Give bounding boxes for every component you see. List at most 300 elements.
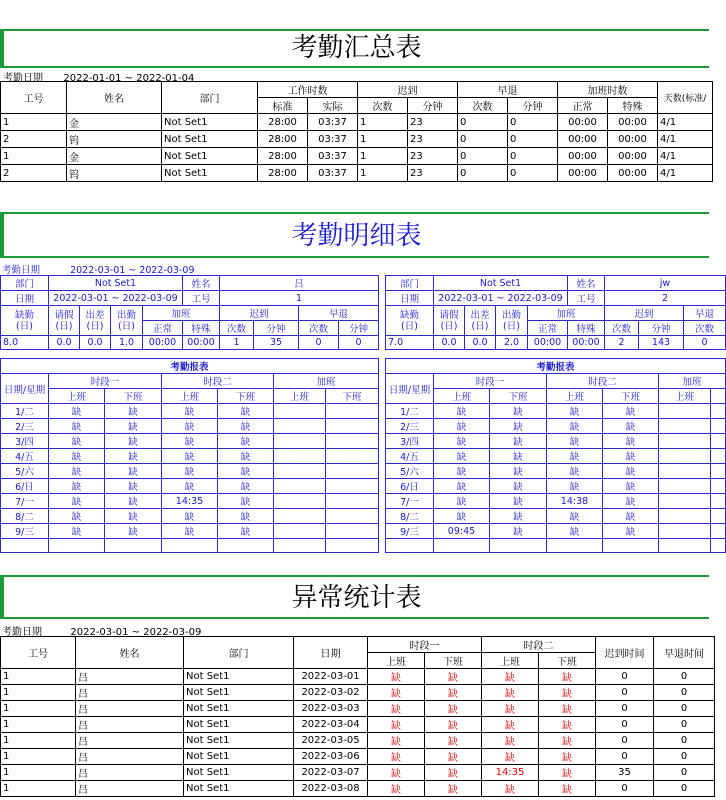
cell-late-times: 1 <box>358 114 408 131</box>
cell-s2-on: 缺 <box>482 749 539 765</box>
overtime-on <box>274 434 326 449</box>
cell-early-min: 0 <box>508 131 558 148</box>
stat-value: 35 <box>254 336 299 350</box>
punch-value: 缺 <box>603 494 659 509</box>
cell-dept: Not Set1 <box>162 165 258 182</box>
cell-late-time: 0 <box>596 781 654 797</box>
cell-s1-off: 缺 <box>425 765 482 781</box>
cell-early-min: 0 <box>508 148 558 165</box>
overtime-off <box>711 449 726 464</box>
punch-value: 缺 <box>434 404 490 419</box>
overtime-on <box>274 494 326 509</box>
col-emp-no: 工号 <box>1 637 76 669</box>
stat-value: 0.0 <box>434 336 465 350</box>
day-row <box>1 449 379 464</box>
cell-name: 吕 <box>76 717 184 733</box>
day-label: 8/二 <box>386 509 434 524</box>
punch-value: 缺 <box>490 404 547 419</box>
cell-late-time: 35 <box>596 765 654 781</box>
cell-days: 4/1 <box>658 148 713 165</box>
cell-name: 吕 <box>76 669 184 685</box>
stat-value: 00:00 <box>568 336 605 350</box>
label-minutes: 分钟 <box>639 321 684 336</box>
cell-late-min: 23 <box>408 165 458 182</box>
overtime-on <box>659 434 711 449</box>
punch-value: 缺 <box>49 494 105 509</box>
label-special: 特殊 <box>568 321 605 336</box>
cell-s2-off: 缺 <box>539 685 596 701</box>
cell-early-times: 0 <box>458 131 508 148</box>
label-minutes: 分钟 <box>254 321 299 336</box>
punch-value: 缺 <box>547 434 603 449</box>
cell-emp-no: 1 <box>1 765 76 781</box>
overtime-on <box>274 449 326 464</box>
cell-std: 28:00 <box>258 165 308 182</box>
punch-value: 缺 <box>218 464 274 479</box>
col-on: 上班 <box>659 389 711 404</box>
cell-s1-off: 缺 <box>425 749 482 765</box>
day-row <box>386 494 726 509</box>
table-row <box>1 701 715 717</box>
punch-value: 缺 <box>49 404 105 419</box>
blank-row <box>1 539 379 553</box>
overtime-on <box>659 449 711 464</box>
overtime-off <box>326 434 379 449</box>
punch-value: 缺 <box>49 419 105 434</box>
punch-value: 缺 <box>434 479 490 494</box>
cell-actual: 03:37 <box>308 114 358 131</box>
day-label: 7/一 <box>1 494 49 509</box>
col-overtime: 加班 <box>659 374 726 389</box>
blank-cell <box>274 539 326 553</box>
label-early: 早退 <box>299 306 379 321</box>
cell-early-time: 0 <box>654 781 715 797</box>
cell-dept: Not Set1 <box>162 131 258 148</box>
cell-late-times: 1 <box>358 165 408 182</box>
day-label: 9/三 <box>1 524 49 539</box>
punch-value: 缺 <box>434 434 490 449</box>
date-range: 2022-03-01 ~ 2022-03-09 <box>70 627 202 638</box>
punch-value: 缺 <box>162 404 218 419</box>
punch-value: 缺 <box>162 479 218 494</box>
stat-value: 0 <box>299 336 339 350</box>
label-trip: 出差 (日) <box>80 306 111 336</box>
punch-value: 缺 <box>49 509 105 524</box>
stat-value: 2 <box>605 336 639 350</box>
col-special: 特殊 <box>608 98 658 114</box>
day-row <box>386 404 726 419</box>
cell-s2-on: 缺 <box>482 669 539 685</box>
punch-value: 缺 <box>490 434 547 449</box>
label-normal: 正常 <box>143 321 183 336</box>
punch-value: 缺 <box>603 479 659 494</box>
blank-cell <box>326 539 379 553</box>
cell-date: 2022-03-05 <box>294 733 368 749</box>
exception-table <box>0 636 715 797</box>
punch-value: 缺 <box>434 449 490 464</box>
day-label: 7/一 <box>386 494 434 509</box>
cell-ot-special: 00:00 <box>608 165 658 182</box>
blank-cell <box>162 539 218 553</box>
punch-value: 缺 <box>490 419 547 434</box>
cell-s1-off: 缺 <box>425 717 482 733</box>
cell-s2-off: 缺 <box>539 701 596 717</box>
blank-cell <box>434 539 490 553</box>
col-slot1: 时段一 <box>368 637 482 653</box>
punch-value: 缺 <box>218 419 274 434</box>
overtime-off <box>711 524 726 539</box>
value-dept: Not Set1 <box>49 276 183 291</box>
label-emp-no: 工号 <box>183 291 220 306</box>
cell-s1-on: 缺 <box>368 701 425 717</box>
col-dept: 部门 <box>184 637 294 669</box>
cell-ot-special: 00:00 <box>608 131 658 148</box>
punch-value: 缺 <box>547 419 603 434</box>
col-on: 上班 <box>434 389 490 404</box>
cell-s2-off: 缺 <box>539 717 596 733</box>
table-row <box>1 717 715 733</box>
cell-s2-on: 缺 <box>482 717 539 733</box>
col-minutes: 分钟 <box>408 98 458 114</box>
overtime-on <box>659 464 711 479</box>
day-label: 2/三 <box>1 419 49 434</box>
overtime-off <box>326 509 379 524</box>
day-label: 8/二 <box>1 509 49 524</box>
value-name: 吕 <box>220 276 379 291</box>
blank-cell <box>386 539 434 553</box>
cell-emp-no: 1 <box>1 685 76 701</box>
cell-date: 2022-03-03 <box>294 701 368 717</box>
blank-cell <box>49 539 105 553</box>
col-name: 姓名 <box>67 82 162 114</box>
punch-value: 缺 <box>603 524 659 539</box>
exception-title: 异常统计表 <box>0 577 709 617</box>
overtime-off <box>711 434 726 449</box>
blank-cell <box>659 539 711 553</box>
cell-emp-no: 2 <box>1 131 67 148</box>
value-date: 2022-03-01 ~ 2022-03-09 <box>49 291 183 306</box>
overtime-on <box>659 494 711 509</box>
cell-early-times: 0 <box>458 165 508 182</box>
day-row <box>386 464 726 479</box>
cell-late-time: 0 <box>596 733 654 749</box>
day-row <box>386 479 726 494</box>
cell-early-time: 0 <box>654 765 715 781</box>
punch-value: 缺 <box>603 464 659 479</box>
punch-value: 缺 <box>434 419 490 434</box>
label-dept: 部门 <box>386 276 434 291</box>
punch-value: 缺 <box>162 509 218 524</box>
label-normal: 正常 <box>528 321 568 336</box>
col-on: 上班 <box>547 389 603 404</box>
cell-emp-no: 2 <box>1 165 67 182</box>
cell-date: 2022-03-08 <box>294 781 368 797</box>
punch-value: 缺 <box>547 479 603 494</box>
day-label: 6/日 <box>1 479 49 494</box>
day-label: 4/五 <box>1 449 49 464</box>
cell-name: 金 <box>67 114 162 131</box>
cell-name: 吕 <box>76 749 184 765</box>
blank-cell <box>603 539 659 553</box>
day-row <box>1 509 379 524</box>
overtime-on <box>274 509 326 524</box>
cell-early-min: 0 <box>508 114 558 131</box>
cell-s2-on: 缺 <box>482 733 539 749</box>
cell-date: 2022-03-04 <box>294 717 368 733</box>
cell-dept: Not Set1 <box>184 765 294 781</box>
cell-emp-no: 1 <box>1 114 67 131</box>
table-row <box>1 114 713 131</box>
date-label: 考勤日期 <box>2 265 41 276</box>
cell-dept: Not Set1 <box>162 114 258 131</box>
cell-name: 金 <box>67 148 162 165</box>
punch-value: 缺 <box>49 449 105 464</box>
table-row <box>1 131 713 148</box>
col-actual: 实际 <box>308 98 358 114</box>
punch-value: 缺 <box>218 434 274 449</box>
cell-s2-on: 14:35 <box>482 765 539 781</box>
table-row <box>1 781 715 797</box>
label-dept: 部门 <box>1 276 49 291</box>
punch-value: 缺 <box>105 419 162 434</box>
cell-dept: Not Set1 <box>184 685 294 701</box>
punch-value: 14:35 <box>162 494 218 509</box>
cell-dept: Not Set1 <box>184 669 294 685</box>
day-label: 4/五 <box>386 449 434 464</box>
punch-value: 缺 <box>434 464 490 479</box>
punch-value: 缺 <box>547 464 603 479</box>
overtime-on <box>274 419 326 434</box>
cell-s2-on: 缺 <box>482 781 539 797</box>
col-overtime: 加班时数 <box>558 82 658 98</box>
col-slot1: 时段一 <box>49 374 162 389</box>
label-minutes: 分钟 <box>339 321 379 336</box>
detail-title: 考勤明细表 <box>0 214 709 256</box>
cell-dept: Not Set1 <box>184 717 294 733</box>
cell-s2-on: 缺 <box>482 685 539 701</box>
overtime-on <box>274 404 326 419</box>
punch-value: 缺 <box>49 524 105 539</box>
col-off <box>711 389 726 404</box>
value-emp-no: 1 <box>220 291 379 306</box>
overtime-off <box>711 479 726 494</box>
punch-value: 缺 <box>490 449 547 464</box>
punch-value: 缺 <box>105 449 162 464</box>
punch-value: 14:38 <box>547 494 603 509</box>
overtime-off <box>711 509 726 524</box>
stat-value: 0.0 <box>465 336 496 350</box>
cell-late-time: 0 <box>596 717 654 733</box>
punch-value: 缺 <box>218 449 274 464</box>
col-slot2: 时段二 <box>547 374 659 389</box>
cell-s1-on: 缺 <box>368 749 425 765</box>
overtime-on <box>274 464 326 479</box>
cell-s1-on: 缺 <box>368 717 425 733</box>
label-late: 迟到 <box>605 306 684 321</box>
label-leave: 请假 (日) <box>49 306 80 336</box>
day-label: 6/日 <box>386 479 434 494</box>
cell-early-time: 0 <box>654 701 715 717</box>
day-row <box>1 419 379 434</box>
table-row <box>1 685 715 701</box>
col-times: 次数 <box>458 98 508 114</box>
detail-card-right <box>385 275 726 350</box>
label-absent: 缺勤 (日) <box>386 306 434 336</box>
label-late: 迟到 <box>220 306 299 321</box>
day-row <box>1 479 379 494</box>
punch-value: 缺 <box>218 479 274 494</box>
cell-s1-off: 缺 <box>425 701 482 717</box>
cell-s1-on: 缺 <box>368 733 425 749</box>
value-name: jw <box>605 276 726 291</box>
col-early: 早退 <box>458 82 558 98</box>
cell-s2-on: 缺 <box>482 701 539 717</box>
day-row <box>1 434 379 449</box>
overtime-off <box>326 404 379 419</box>
col-dept: 部门 <box>162 82 258 114</box>
day-label: 2/三 <box>386 419 434 434</box>
cell-late-time: 0 <box>596 685 654 701</box>
date-label: 考勤日期 <box>2 627 42 638</box>
cell-late-times: 1 <box>358 131 408 148</box>
stat-value: 8.0 <box>1 336 49 350</box>
report-right <box>385 358 726 553</box>
table-row <box>1 148 713 165</box>
punch-value: 缺 <box>434 494 490 509</box>
cell-ot-normal: 00:00 <box>558 165 608 182</box>
punch-value: 缺 <box>547 449 603 464</box>
cell-early-time: 0 <box>654 749 715 765</box>
day-row <box>1 464 379 479</box>
col-date: 日期 <box>294 637 368 669</box>
cell-actual: 03:37 <box>308 165 358 182</box>
punch-value: 缺 <box>603 419 659 434</box>
cell-s2-off: 缺 <box>539 733 596 749</box>
cell-ot-normal: 00:00 <box>558 114 608 131</box>
punch-value: 缺 <box>603 449 659 464</box>
punch-value: 缺 <box>49 434 105 449</box>
cell-dept: Not Set1 <box>184 781 294 797</box>
blank-cell <box>711 539 726 553</box>
cell-days: 4/1 <box>658 165 713 182</box>
blank-cell <box>547 539 603 553</box>
day-row <box>386 509 726 524</box>
cell-date: 2022-03-07 <box>294 765 368 781</box>
col-overtime: 加班 <box>274 374 379 389</box>
cell-late-min: 23 <box>408 131 458 148</box>
punch-value: 缺 <box>490 509 547 524</box>
cell-early-times: 0 <box>458 148 508 165</box>
label-overtime: 加班 <box>528 306 605 321</box>
cell-name: 吕 <box>76 765 184 781</box>
stat-value: 00:00 <box>528 336 568 350</box>
cell-early-min: 0 <box>508 165 558 182</box>
value-emp-no: 2 <box>605 291 726 306</box>
day-label: 3/四 <box>1 434 49 449</box>
col-normal: 正常 <box>558 98 608 114</box>
cell-s1-on: 缺 <box>368 781 425 797</box>
cell-s2-off: 缺 <box>539 749 596 765</box>
cell-emp-no: 1 <box>1 669 76 685</box>
date-range: 2022-01-01 ~ 2022-01-04 <box>63 73 195 84</box>
summary-title: 考勤汇总表 <box>0 30 709 66</box>
col-off: 下班 <box>326 389 379 404</box>
label-times: 次数 <box>684 321 726 336</box>
label-times: 次数 <box>299 321 339 336</box>
blank-cell <box>490 539 547 553</box>
table-row <box>1 165 713 182</box>
stat-value: 00:00 <box>143 336 183 350</box>
cell-actual: 03:37 <box>308 148 358 165</box>
cell-name: 吕 <box>76 701 184 717</box>
report-title: 考勤报表 <box>386 359 726 374</box>
day-label: 1/二 <box>1 404 49 419</box>
label-attend: 出勤 (日) <box>111 306 143 336</box>
report-title: 考勤报表 <box>1 359 379 374</box>
stat-value: 0 <box>339 336 379 350</box>
col-off: 下班 <box>539 653 596 669</box>
label-date: 日期 <box>386 291 434 306</box>
label-times: 次数 <box>605 321 639 336</box>
stat-value: 1 <box>220 336 254 350</box>
detail-card-left <box>0 275 379 350</box>
cell-ot-special: 00:00 <box>608 148 658 165</box>
col-on: 上班 <box>49 389 105 404</box>
col-off: 下班 <box>105 389 162 404</box>
report-left <box>0 358 379 553</box>
stat-value: 0 <box>684 336 726 350</box>
stat-value: 7.0 <box>386 336 434 350</box>
cell-dept: Not Set1 <box>162 148 258 165</box>
punch-value: 缺 <box>547 509 603 524</box>
punch-value: 缺 <box>490 464 547 479</box>
col-late: 迟到 <box>358 82 458 98</box>
cell-emp-no: 1 <box>1 717 76 733</box>
cell-s1-off: 缺 <box>425 669 482 685</box>
overtime-on <box>274 479 326 494</box>
label-name: 姓名 <box>568 276 605 291</box>
punch-value: 缺 <box>49 479 105 494</box>
stats-row <box>386 336 726 350</box>
col-on: 上班 <box>368 653 425 669</box>
overtime-off <box>326 494 379 509</box>
blank-cell <box>1 539 49 553</box>
overtime-on <box>659 404 711 419</box>
cell-late-time: 0 <box>596 669 654 685</box>
label-emp-no: 工号 <box>568 291 605 306</box>
col-date-week: 日期/星期 <box>1 374 49 404</box>
cell-s1-off: 缺 <box>425 733 482 749</box>
day-label: 5/六 <box>386 464 434 479</box>
punch-value: 缺 <box>105 494 162 509</box>
cell-s2-off: 缺 <box>539 781 596 797</box>
detail-date-row <box>2 262 195 276</box>
punch-value: 缺 <box>162 419 218 434</box>
col-off: 下班 <box>490 389 547 404</box>
date-label: 考勤日期 <box>3 73 43 84</box>
day-label: 1/二 <box>386 404 434 419</box>
label-absent: 缺勤 (日) <box>1 306 49 336</box>
cell-early-times: 0 <box>458 114 508 131</box>
cell-s1-off: 缺 <box>425 685 482 701</box>
punch-value: 缺 <box>218 404 274 419</box>
punch-value: 缺 <box>105 464 162 479</box>
day-row <box>1 404 379 419</box>
label-name: 姓名 <box>183 276 220 291</box>
stats-row <box>1 336 379 350</box>
green-rule <box>0 617 709 619</box>
cell-late-time: 0 <box>596 749 654 765</box>
